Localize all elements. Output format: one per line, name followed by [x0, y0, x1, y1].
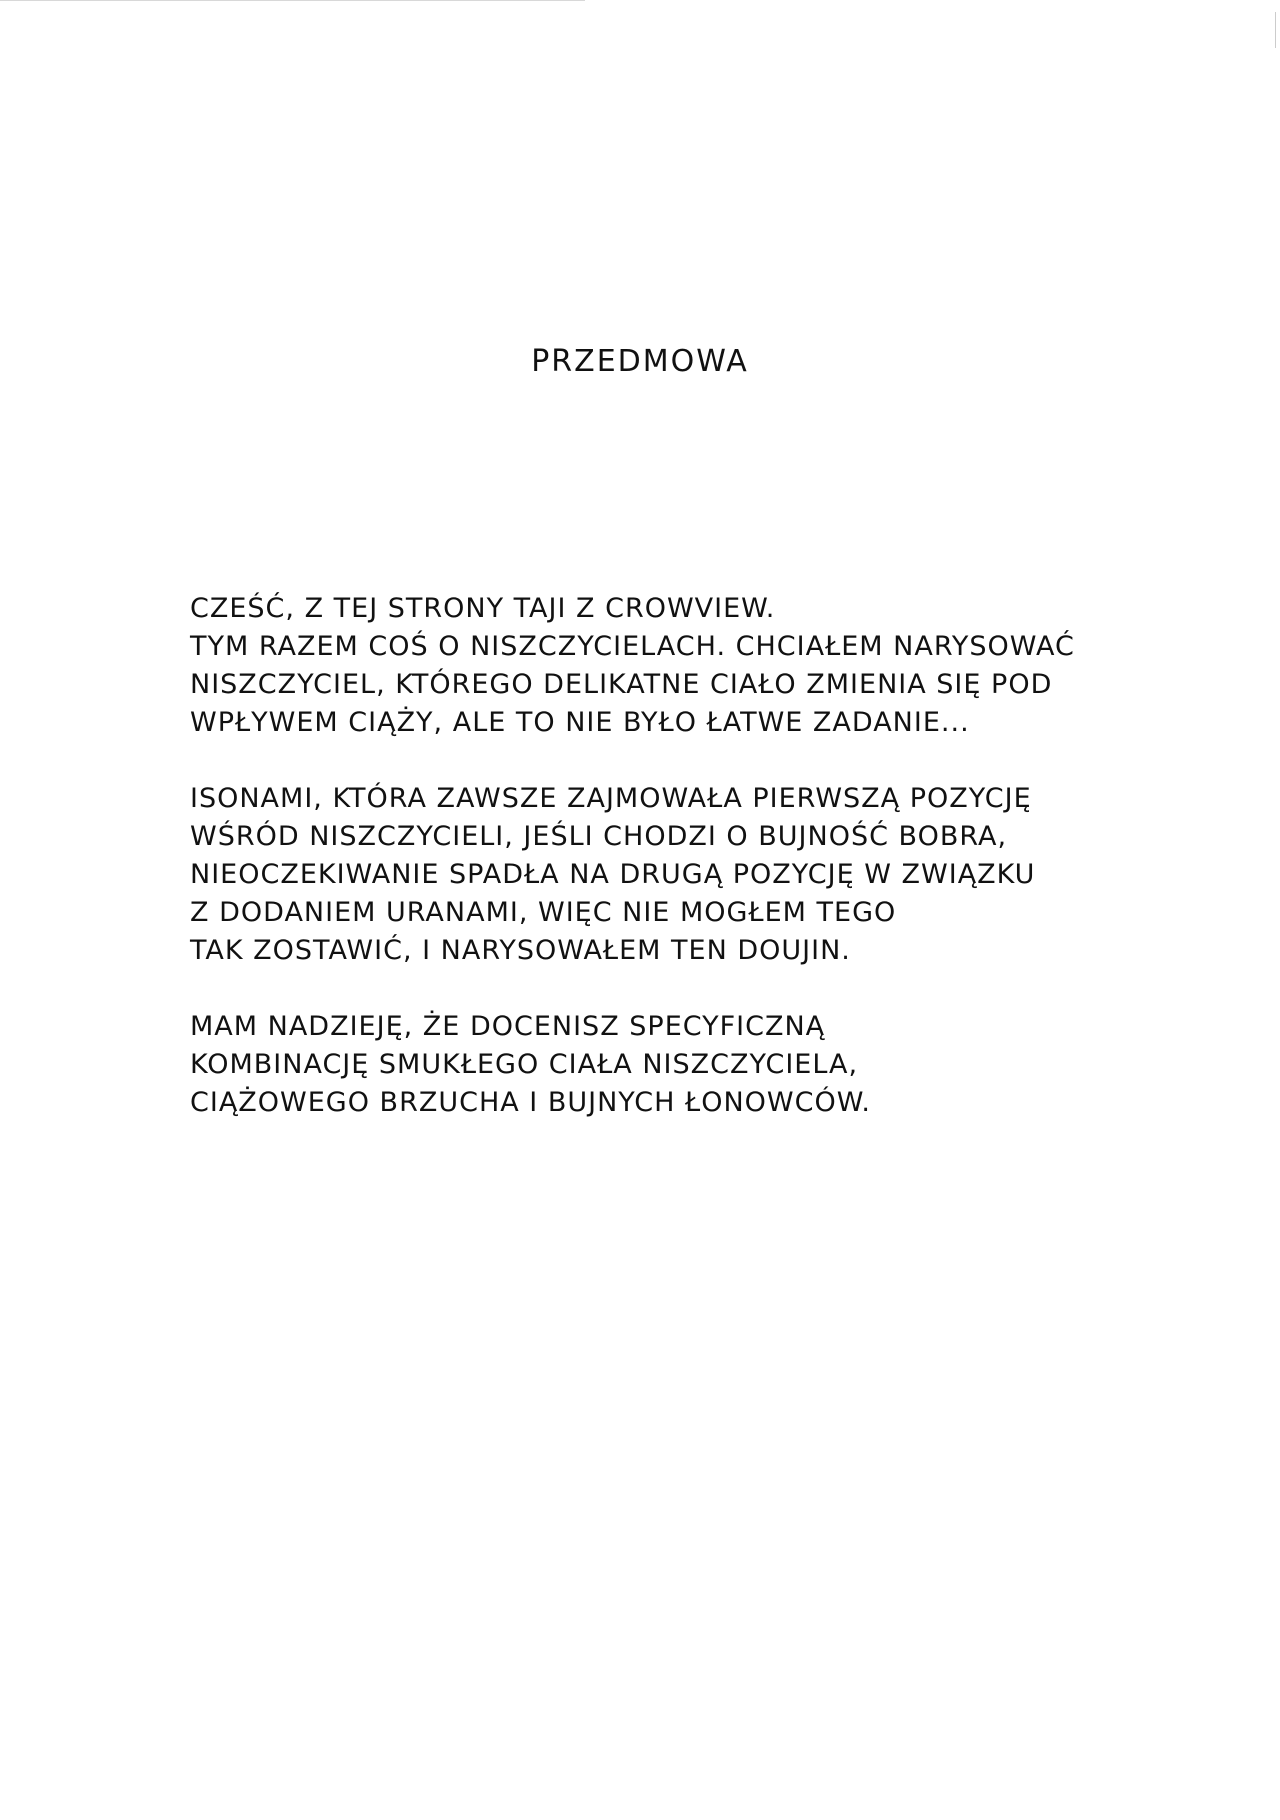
text-line: CZEŚĆ, Z TEJ STRONY TAJI Z CROWVIEW. [190, 593, 776, 624]
text-line: ISONAMI, KTÓRA ZAWSZE ZAJMOWAŁA PIERWSZĄ POZYCJĘ [190, 783, 1032, 814]
text-line: Z DODANIEM URANAMI, WIĘC NIE MOGŁEM TEGO [190, 897, 897, 928]
paragraph-2 [190, 780, 1190, 970]
paragraph-1 [190, 590, 1190, 742]
preface-body [190, 590, 1190, 1160]
text-line: NIEOCZEKIWANIE SPADŁA NA DRUGĄ POZYCJĘ W ZWIĄZKU [190, 859, 1036, 890]
top-edge-line [0, 0, 585, 1]
text-line: TYM RAZEM COŚ O NISZCZYCIELACH. CHCIAŁEM NARYSOWAĆ [190, 631, 1075, 662]
text-line: WPŁYWEM CIĄŻY, ALE TO NIE BYŁO ŁATWE ZADANIE... [190, 707, 970, 738]
text-line: MAM NADZIEJĘ, ŻE DOCENISZ SPECYFICZNĄ [190, 1011, 826, 1042]
page-title: PRZEDMOWA [531, 344, 749, 379]
text-line: NISZCZYCIEL, KTÓREGO DELIKATNE CIAŁO ZMIENIA SIĘ POD [190, 669, 1053, 700]
right-edge-mark [1275, 12, 1276, 48]
text-line: TAK ZOSTAWIĆ, I NARYSOWAŁEM TEN DOUJIN. [190, 935, 851, 966]
text-line: CIĄŻOWEGO BRZUCHA I BUJNYCH ŁONOWCÓW. [190, 1087, 871, 1118]
text-line: WŚRÓD NISZCZYCIELI, JEŚLI CHODZI O BUJNOŚĆ BOBRA, [190, 821, 1008, 852]
paragraph-3 [190, 1008, 1190, 1122]
text-line: KOMBINACJĘ SMUKŁEGO CIAŁA NISZCZYCIELA, [190, 1049, 859, 1080]
